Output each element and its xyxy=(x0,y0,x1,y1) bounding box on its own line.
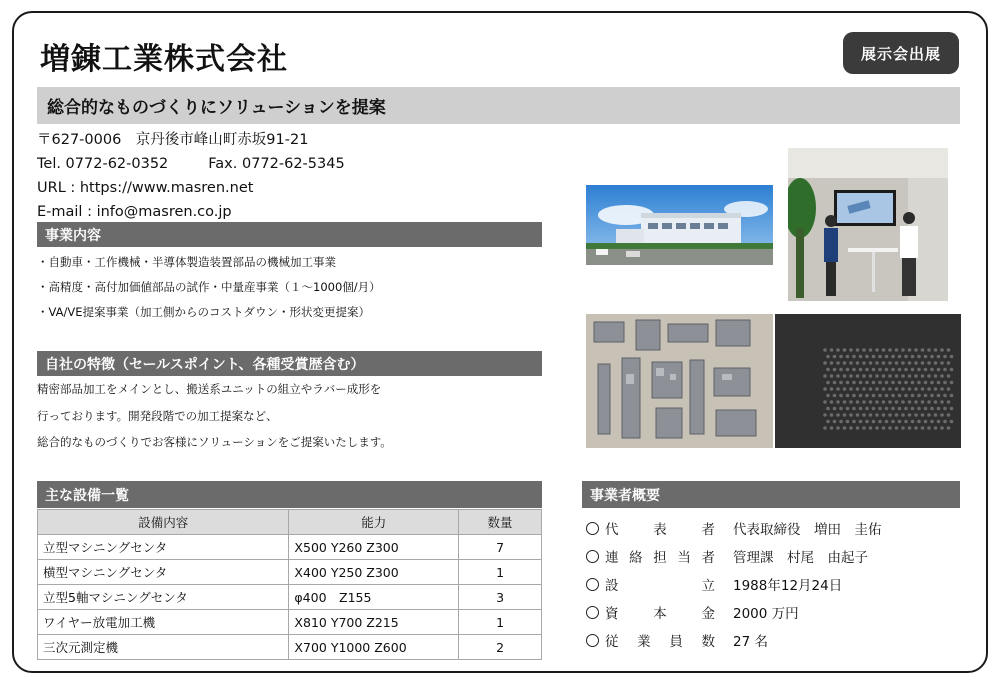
phone-number: Tel. 0772-62-0352 xyxy=(37,156,169,172)
address: 〒627-0006 京丹後市峰山町赤坂91-21 xyxy=(37,132,309,148)
circle-bullet-icon xyxy=(586,634,599,647)
feature-line: 精密部品加工をメインとし、搬送系ユニットの組立やラバー成形を xyxy=(37,382,382,396)
feature-line: 行っております。開発段階での加工提案など、 xyxy=(37,408,278,423)
profile-row xyxy=(586,626,882,654)
feature-line: 総合的なものづくりでお客様にソリューションをご提案いたします。 xyxy=(37,435,392,449)
profile-row xyxy=(586,570,882,598)
table-row xyxy=(38,535,542,560)
table-row xyxy=(38,610,542,635)
machined-parts-photo xyxy=(586,314,773,448)
profile-value: 管理課 村尾 由起子 xyxy=(733,550,868,566)
profile-label: 設 立 xyxy=(605,578,715,594)
phone-fax-line xyxy=(37,152,345,176)
circle-bullet-icon xyxy=(586,578,599,591)
equipment-name: 横型マシニングセンタ xyxy=(38,560,289,585)
profile-value: 代表取締役 増田 圭佑 xyxy=(733,522,882,538)
profile-row xyxy=(586,542,882,570)
equipment-quantity: 7 xyxy=(459,535,542,560)
company-profile xyxy=(586,514,882,654)
circle-bullet-icon xyxy=(586,550,599,563)
equipment-name: 立型マシニングセンタ xyxy=(38,535,289,560)
column-header-equipment: 設備内容 xyxy=(38,510,289,535)
perforated-plate-photo xyxy=(775,314,961,448)
business-item: ・自動車・工作機械・半導体製造装置部品の機械加工事業 xyxy=(37,255,336,269)
equipment-capacity: X500 Y260 Z300 xyxy=(289,535,459,560)
equipment-quantity: 3 xyxy=(459,585,542,610)
profile-value: 2000 万円 xyxy=(733,606,799,622)
business-item: ・高精度・高付加価値部品の試作・中量産事業（１～1000個/月） xyxy=(37,280,381,294)
profile-label: 代 表 者 xyxy=(605,522,715,538)
profile-section-title: 事業者概要 xyxy=(582,481,960,508)
equipment-name: ワイヤー放電加工機 xyxy=(38,610,289,635)
factory-exterior-photo xyxy=(586,185,773,265)
website-url[interactable]: URL : https://www.masren.net xyxy=(37,180,254,196)
circle-bullet-icon xyxy=(586,522,599,535)
fax-number: Fax. 0772-62-5345 xyxy=(208,156,345,172)
equipment-capacity: φ400 Z155 xyxy=(289,585,459,610)
table-row xyxy=(38,585,542,610)
profile-label: 従 業 員 数 xyxy=(605,634,715,650)
equipment-capacity: X810 Y700 Z215 xyxy=(289,610,459,635)
table-row xyxy=(38,635,542,660)
table-header-row xyxy=(38,510,542,535)
equipment-table xyxy=(37,509,542,660)
exhibition-badge: 展示会出展 xyxy=(843,32,959,74)
tagline: 総合的なものづくりにソリューションを提案 xyxy=(37,87,960,124)
circle-bullet-icon xyxy=(586,606,599,619)
business-item: ・VA/VE提案事業（加工側からのコストダウン・形状変更提案） xyxy=(37,305,371,319)
profile-row xyxy=(586,514,882,542)
contact-info xyxy=(37,128,345,224)
email-address[interactable]: E-mail : info@masren.co.jp xyxy=(37,204,232,220)
features-section-title: 自社の特徴（セールスポイント、各種受賞歴含む） xyxy=(37,351,542,376)
equipment-quantity: 1 xyxy=(459,610,542,635)
profile-value: 1988年12月24日 xyxy=(733,578,843,594)
business-section-title: 事業内容 xyxy=(37,222,542,247)
equipment-quantity: 1 xyxy=(459,560,542,585)
company-name: 増錬工業株式会社 xyxy=(40,42,288,77)
equipment-name: 三次元測定機 xyxy=(38,635,289,660)
column-header-capacity: 能力 xyxy=(289,510,459,535)
profile-value: 27 名 xyxy=(733,634,768,650)
equipment-capacity: X700 Y1000 Z600 xyxy=(289,635,459,660)
office-meeting-photo xyxy=(788,148,948,301)
profile-label: 連 絡 担 当 者 xyxy=(605,550,715,566)
table-row xyxy=(38,560,542,585)
equipment-quantity: 2 xyxy=(459,635,542,660)
equipment-name: 立型5軸マシニングセンタ xyxy=(38,585,289,610)
business-list xyxy=(37,250,381,325)
column-header-quantity: 数量 xyxy=(459,510,542,535)
profile-row xyxy=(586,598,882,626)
equipment-section-title: 主な設備一覧 xyxy=(37,481,542,508)
features-text xyxy=(37,376,392,456)
profile-label: 資 本 金 xyxy=(605,606,715,622)
equipment-capacity: X400 Y250 Z300 xyxy=(289,560,459,585)
